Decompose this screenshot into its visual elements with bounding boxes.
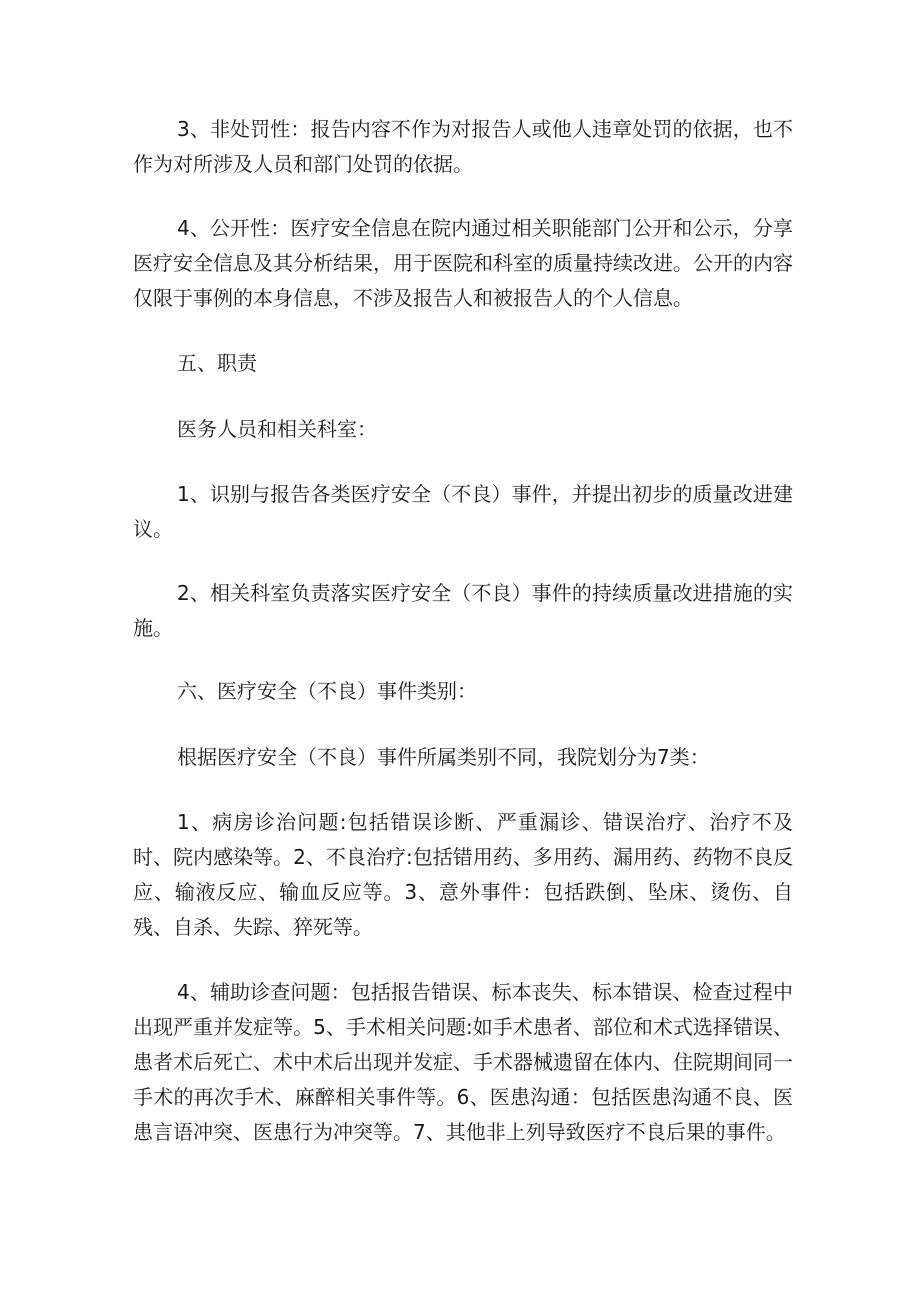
paragraph-openness: 4、公开性：医疗安全信息在院内通过相关职能部门公开和公示，分享医疗安全信息及其分析结果，用于医院和科室的质量持续改进。公开的内容仅限于事例的本身信息，不涉及报告人和被报告人的个人信息。 [133,216,793,310]
section-heading-duties: 五、职责 [177,351,257,375]
paragraph-categories-4-7: 4、辅助诊查问题：包括报告错误、标本丧失、标本错误、检查过程中出现严重并发症等。5、手术相关问题:如手术患者、部位和术式选择错误、患者术后死亡、术中术后出现并发症、手术器械遗留在体内、住院期间同一手术的再次手术、麻醉相关事件等。6、医患沟通：包括医患沟通不良、医患言语冲突、医患行为冲突等。7、其他非上列导致医疗不良后果的事件。 [133,980,793,1144]
section-heading-categories: 六、医疗安全（不良）事件类别： [177,679,477,703]
paragraph-staff-and-departments: 医务人员和相关科室： [177,417,377,441]
paragraph-duty-2: 2、相关科室负责落实医疗安全（不良）事件的持续质量改进措施的实施。 [133,581,793,640]
paragraph-categories-intro: 根据医疗安全（不良）事件所属类别不同，我院划分为7类： [177,745,710,769]
paragraph-categories-1-3: 1、病房诊治问题:包括错误诊断、严重漏诊、错误治疗、治疗不及时、院内感染等。2、不良治疗:包括错用药、多用药、漏用药、药物不良反应、输液反应、输血反应等。3、意外事件：包括跌倒、坠床、烫伤、自残、自杀、失踪、猝死等。 [133,810,793,939]
paragraph-duty-1: 1、识别与报告各类医疗安全（不良）事件，并提出初步的质量改进建议。 [133,482,793,541]
paragraph-non-punitive: 3、非处罚性：报告内容不作为对报告人或他人违章处罚的依据，也不作为对所涉及人员和部门处罚的依据。 [133,117,793,176]
